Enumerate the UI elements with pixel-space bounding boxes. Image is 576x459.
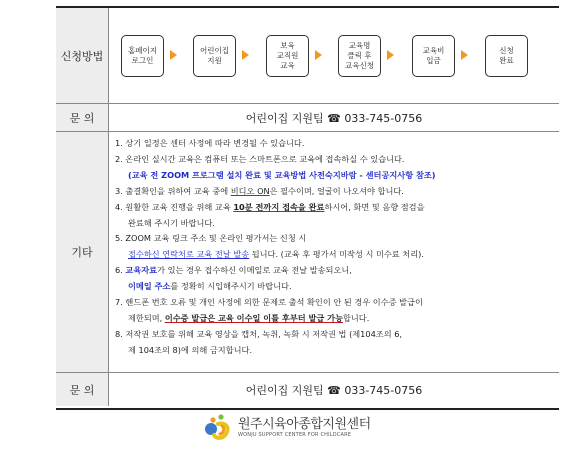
note-1: 1. 상기 일정은 센터 사정에 따라 변경될 수 있습니다. bbox=[115, 138, 305, 148]
note-3: 3. 출결확인을 위하여 교육 중에 비디오 ON은 필수이며, 얼굴이 나오셔야 합니다. bbox=[115, 185, 404, 196]
note-8-cont: 제 104조의 8)에 의해 금지합니다. bbox=[128, 344, 253, 355]
step-5-box: 교육비 입금 bbox=[412, 35, 455, 77]
note-2-detail: (교육 전 ZOOM 프로그램 설치 완료 및 교육방법 사전숙지바람 - 센터공지사항 참조) bbox=[128, 169, 436, 180]
step-4-box: 교육명 클릭 후 교육신청 bbox=[338, 35, 381, 77]
etc-label: 기타 bbox=[56, 132, 109, 372]
inquiry-contact-2: 어린이집 지원팀 ☎ 033-745-0756 bbox=[245, 383, 423, 397]
note-7-cont: 제한되며, 이수증 발급은 교육 이수일 이틀 후부터 발급 가능합니다. bbox=[128, 312, 370, 323]
note-5: 5. ZOOM 교육 링크 주소 및 온라인 평가서는 신청 시 bbox=[115, 233, 307, 244]
method-steps bbox=[109, 8, 559, 103]
arrow-icon bbox=[387, 50, 394, 60]
arrow-icon bbox=[461, 50, 468, 60]
center-logo bbox=[204, 411, 374, 445]
inquiry-contact: 어린이집 지원팀 ☎ 033-745-0756 bbox=[245, 111, 423, 125]
method-label: 신청방법 bbox=[56, 8, 109, 103]
arrow-icon bbox=[170, 50, 177, 60]
method-row bbox=[56, 8, 559, 104]
info-table bbox=[56, 6, 559, 410]
logo-subtitle: WONJU SUPPORT CENTER FOR CHILDCARE bbox=[238, 432, 352, 438]
logo-mark-icon bbox=[204, 412, 234, 442]
note-6: 6. 교육자료가 있는 경우 접수하신 이메일로 교육 전날 발송되오니, bbox=[115, 265, 352, 276]
note-5-cont: 접수하신 연락처로 교육 전날 발송 됩니다. (교육 후 평가서 미작성 시 미수료 처리). bbox=[128, 249, 424, 260]
inquiry-label: 문 의 bbox=[56, 104, 109, 131]
etc-row bbox=[56, 132, 559, 373]
note-4: 4. 원활한 교육 진행을 위해 교육 10분 전까지 접속을 완료하시어, 화면 및 음향 점검을 bbox=[115, 201, 425, 212]
note-7: 7. 핸드폰 번호 오류 및 개인 사정에 의한 문제로 출석 확인이 안 된 경우 이수증 발급이 bbox=[115, 297, 423, 308]
step-6-box: 신청 완료 bbox=[485, 35, 528, 77]
logo-name: 원주시육아종합지원센터 bbox=[238, 417, 371, 432]
inquiry-row bbox=[56, 104, 559, 132]
note-6-cont: 이메일 주소를 정확히 시입해주시기 바랍니다. bbox=[128, 281, 292, 292]
note-2: 2. 온라인 실시간 교육은 컴퓨터 또는 스마트폰으로 교육에 접속하실 수 있습니다. bbox=[115, 153, 405, 164]
arrow-icon bbox=[242, 50, 249, 60]
step-2-box: 어린이집 지원 bbox=[193, 35, 236, 77]
step-3-box: 보육 교직원 교육 bbox=[266, 35, 309, 77]
step-1-box: 홈페이지 로그인 bbox=[121, 35, 164, 77]
etc-notes bbox=[109, 132, 559, 372]
inquiry-label-2: 문 의 bbox=[56, 373, 109, 406]
note-8: 8. 저작권 보호를 위해 교육 영상을 캡처, 녹취, 녹화 시 저작권 법 (제104조의 6, bbox=[115, 328, 403, 339]
arrow-icon bbox=[315, 50, 322, 60]
inquiry-row-2 bbox=[56, 373, 559, 406]
note-4-cont: 완료해 주시기 바랍니다. bbox=[128, 217, 215, 228]
